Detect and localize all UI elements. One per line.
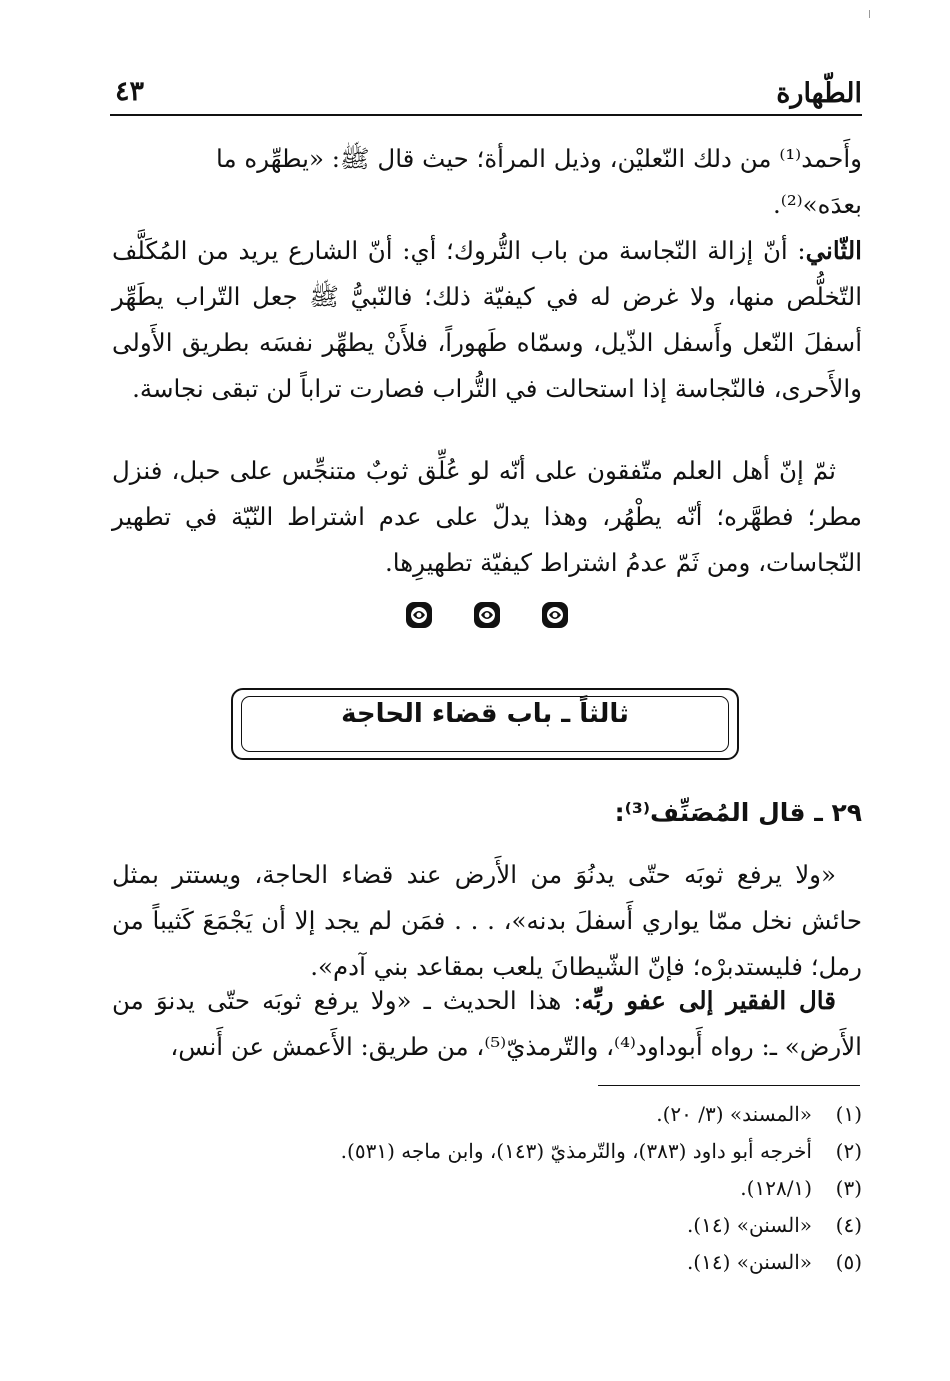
hadith-quote <box>112 852 862 990</box>
footnote-number: (١) <box>835 1102 862 1126</box>
footnote-number: (٥) <box>835 1250 862 1274</box>
footnote-text: «المسند» (٣/ ٢٠). <box>656 1102 812 1126</box>
scan-mark <box>869 10 870 18</box>
footnote-number: (٢) <box>835 1139 862 1163</box>
floral-ornament-icon <box>540 600 570 630</box>
floral-ornament-icon <box>472 600 502 630</box>
footnotes <box>112 1096 862 1281</box>
footnote-number: (٤) <box>835 1213 862 1237</box>
footnote-text: «السنن» (١٤). <box>686 1213 812 1237</box>
footnote-text: (١٢٨/١). <box>740 1176 812 1200</box>
paragraph-purification <box>112 448 862 586</box>
paragraph-lead: الثّاني <box>805 236 862 265</box>
footnote-item <box>112 1133 862 1170</box>
quote-body: «ولا يرفع ثوبَه حتّى يدنُوَ من الأَرض عند قضاء الحاجة، ويستتر بمثل حائش نخل ممّا يواري أَسفلَ بدنه»، . . . فمَن لم يجد إلا أن يَجْمَعَ كَثيباً من رمل؛ فليستدبرْه؛ فإنّ الشّيطانَ يلعب بمقاعد بني آدم». <box>112 860 862 981</box>
running-header-title: الطّهارة <box>776 78 862 109</box>
paragraph-second-point <box>112 228 862 412</box>
footnote-item <box>112 1244 862 1281</box>
footnote-item <box>112 1096 862 1133</box>
commentary-body: : هذا الحديث ـ «ولا يرفع ثوبَه حتّى يدنوَ من الأَرض» ـ: رواه أَبوداود⁽⁴⁾، والتّرمذيّ⁽⁵⁾، من طريق: الأَعمش عن أَنس، <box>112 986 862 1061</box>
page-number: ٤٣ <box>115 76 145 107</box>
paragraph-line: بعدَه»⁽²⁾. <box>773 190 862 219</box>
ornament-row <box>404 600 570 630</box>
section-title-box <box>231 688 739 760</box>
hadith-heading: ٢٩ ـ قال المُصَنِّف⁽³⁾: <box>614 798 862 827</box>
footnote-item <box>112 1170 862 1207</box>
header-divider <box>110 114 862 116</box>
paragraph-line: وأَحمد⁽¹⁾ من دلك النّعليْن، وذيل المرأة؛ حيث قال ﷺ: «يطهِّره ما <box>216 144 862 173</box>
footnote-number: (٣) <box>835 1176 862 1200</box>
floral-ornament-icon <box>404 600 434 630</box>
footnote-text: أخرجه أبو داود (٣٨٣)، والتّرمذيّ (١٤٣)، وابن ماجه (٥٣١). <box>340 1139 812 1163</box>
paragraph-body: : أنّ إزالة النّجاسة من باب التُّروك؛ أي: أنّ الشارع يريد من المُكَلَّف التّخلُّص منها، ولا غرض له في كيفيّة ذلك؛ فالنّبيُّ ﷺ جعل التّراب يطَهِّر أسفلَ النّعل وأَسفل الذّيل، وسمّاه طَهوراً، فلأَنْ يطهِّر نفسَه بطريق الأَولى والأَحرى، فالنّجاسة إذا استحالت في التُّراب فصارت تراباً لن تبقى نجاسة. <box>112 236 862 403</box>
section-title: ثالثاً ـ باب قضاء الحاجة <box>341 699 629 729</box>
paragraph-continuation <box>112 136 862 228</box>
paragraph-body: ثمّ إنّ أهل العلم متّفقون على أنّه لو عُلِّق ثوبٌ متنجِّس على حبل، فنزل مطر؛ فطهَّره؛ أنّه يطْهُر، وهذا يدلّ على عدم اشتراط النّيّة في تطهير النّجاسات، ومن ثَمّ عدمُ اشتراط كيفيّة تطهيرِها. <box>112 456 862 577</box>
footnote-item <box>112 1207 862 1244</box>
commentary-paragraph <box>112 978 862 1070</box>
commentary-lead: قال الفقير إلى عفو ربِّه <box>581 986 836 1015</box>
footnote-text: «السنن» (١٤). <box>686 1250 812 1274</box>
footnote-divider <box>598 1085 860 1086</box>
